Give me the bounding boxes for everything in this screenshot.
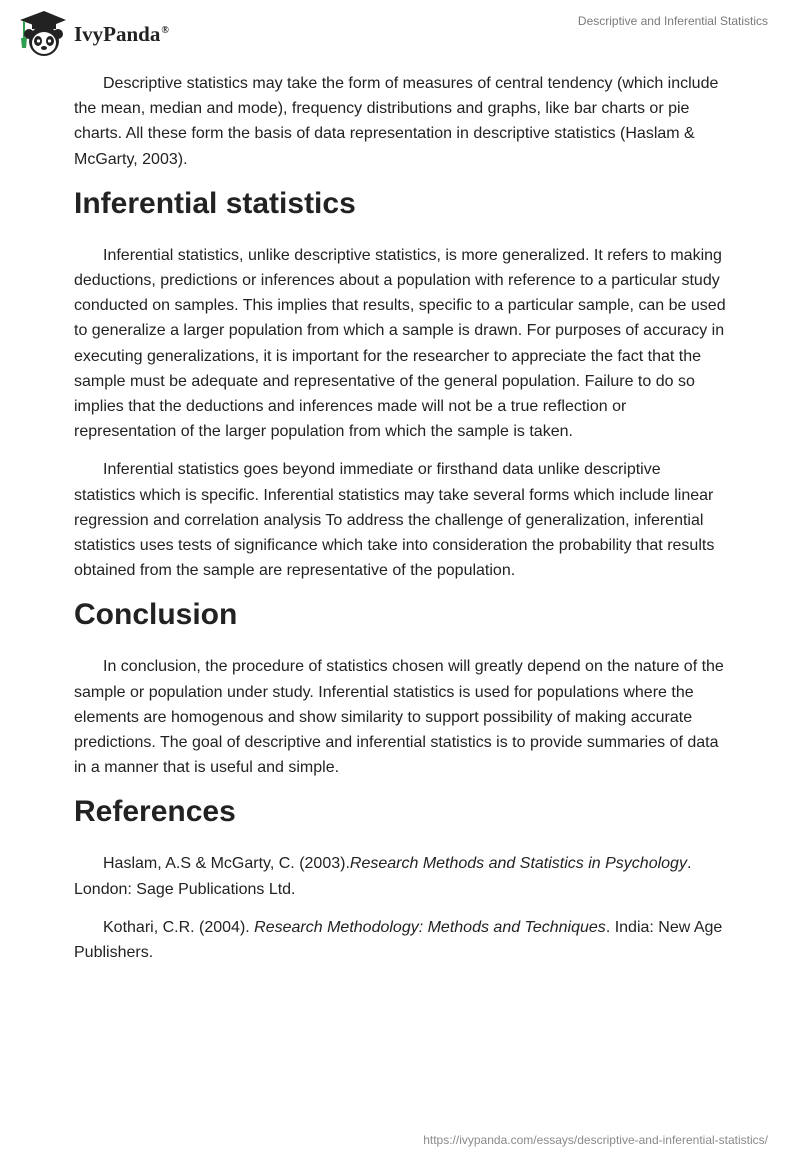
essay-content (74, 71, 726, 978)
reference-item (74, 851, 726, 901)
reference-title: Research Methodology: Methods and Techniques (254, 918, 606, 936)
brand-name: IvyPanda® (74, 21, 169, 46)
reference-publisher: . London: Sage Publications Ltd. (74, 855, 692, 898)
inferential-paragraph-2: Inferential statistics goes beyond immediate or firsthand data unlike descriptive statistics which is specific. Inferential statistics may take several forms which include linear regression and correlation analysis To address the challenge of generalization, inferential statistics uses tests of significance which take into consideration the probability that results obtained from the sample are representative of the population. (74, 461, 715, 580)
heading-references: References (74, 795, 236, 829)
running-title: Descriptive and Inferential Statistics (577, 14, 768, 28)
reference-authors: Haslam, A.S & McGarty, C. (2003). (103, 855, 350, 873)
intro-paragraph: Descriptive statistics may take the form of measures of central tendency (which include the mean, median and mode), frequency distributions and graphs, like bar charts or pie charts. All these form the basis of data representation in descriptive statistics (Haslam & McGarty, 2003). (74, 75, 719, 168)
reference-publisher: . India: New Age Publishers. (74, 918, 723, 962)
reference-authors: Kothari, C.R. (2004). (103, 918, 255, 936)
reference-title: Research Methods and Statistics in Psychology (349, 855, 687, 873)
heading-inferential-statistics: Inferential statistics (74, 186, 356, 220)
ivypanda-logo[interactable] (16, 8, 169, 58)
source-url-link[interactable]: https://ivypanda.com/essays/descriptive-and-inferential-statistics/ (423, 1133, 768, 1147)
page-header (0, 0, 800, 64)
conclusion-paragraph: In conclusion, the procedure of statistics chosen will greatly depend on the nature of the sample or population under study. Inferential statistics is used for populations where the elements are homogenous and show similarity to support possibility of making accurate predictions. The goal of descriptive and inferential statistics is to provide summaries of data in a manner that is useful and simple. (74, 658, 724, 777)
inferential-paragraph-1: Inferential statistics, unlike descriptive statistics, is more generalized. It refers to making deductions, predictions or inferences about a population with reference to a particular study conducted on samples. This implies that results, specific to a particular sample, can be used to generalize a larger population from which a sample is drawn. For purposes of accuracy in executing generalizations, it is important for the researcher to appreciate the fact that the sample must be adequate and representative of the general population. Failure to do so implies that the deductions and inferences made will not be a true reflection or representation of the larger population from which the sample is taken. (74, 246, 726, 441)
panda-graduate-icon (16, 8, 68, 58)
reference-item (74, 915, 726, 965)
heading-conclusion: Conclusion (74, 598, 238, 632)
